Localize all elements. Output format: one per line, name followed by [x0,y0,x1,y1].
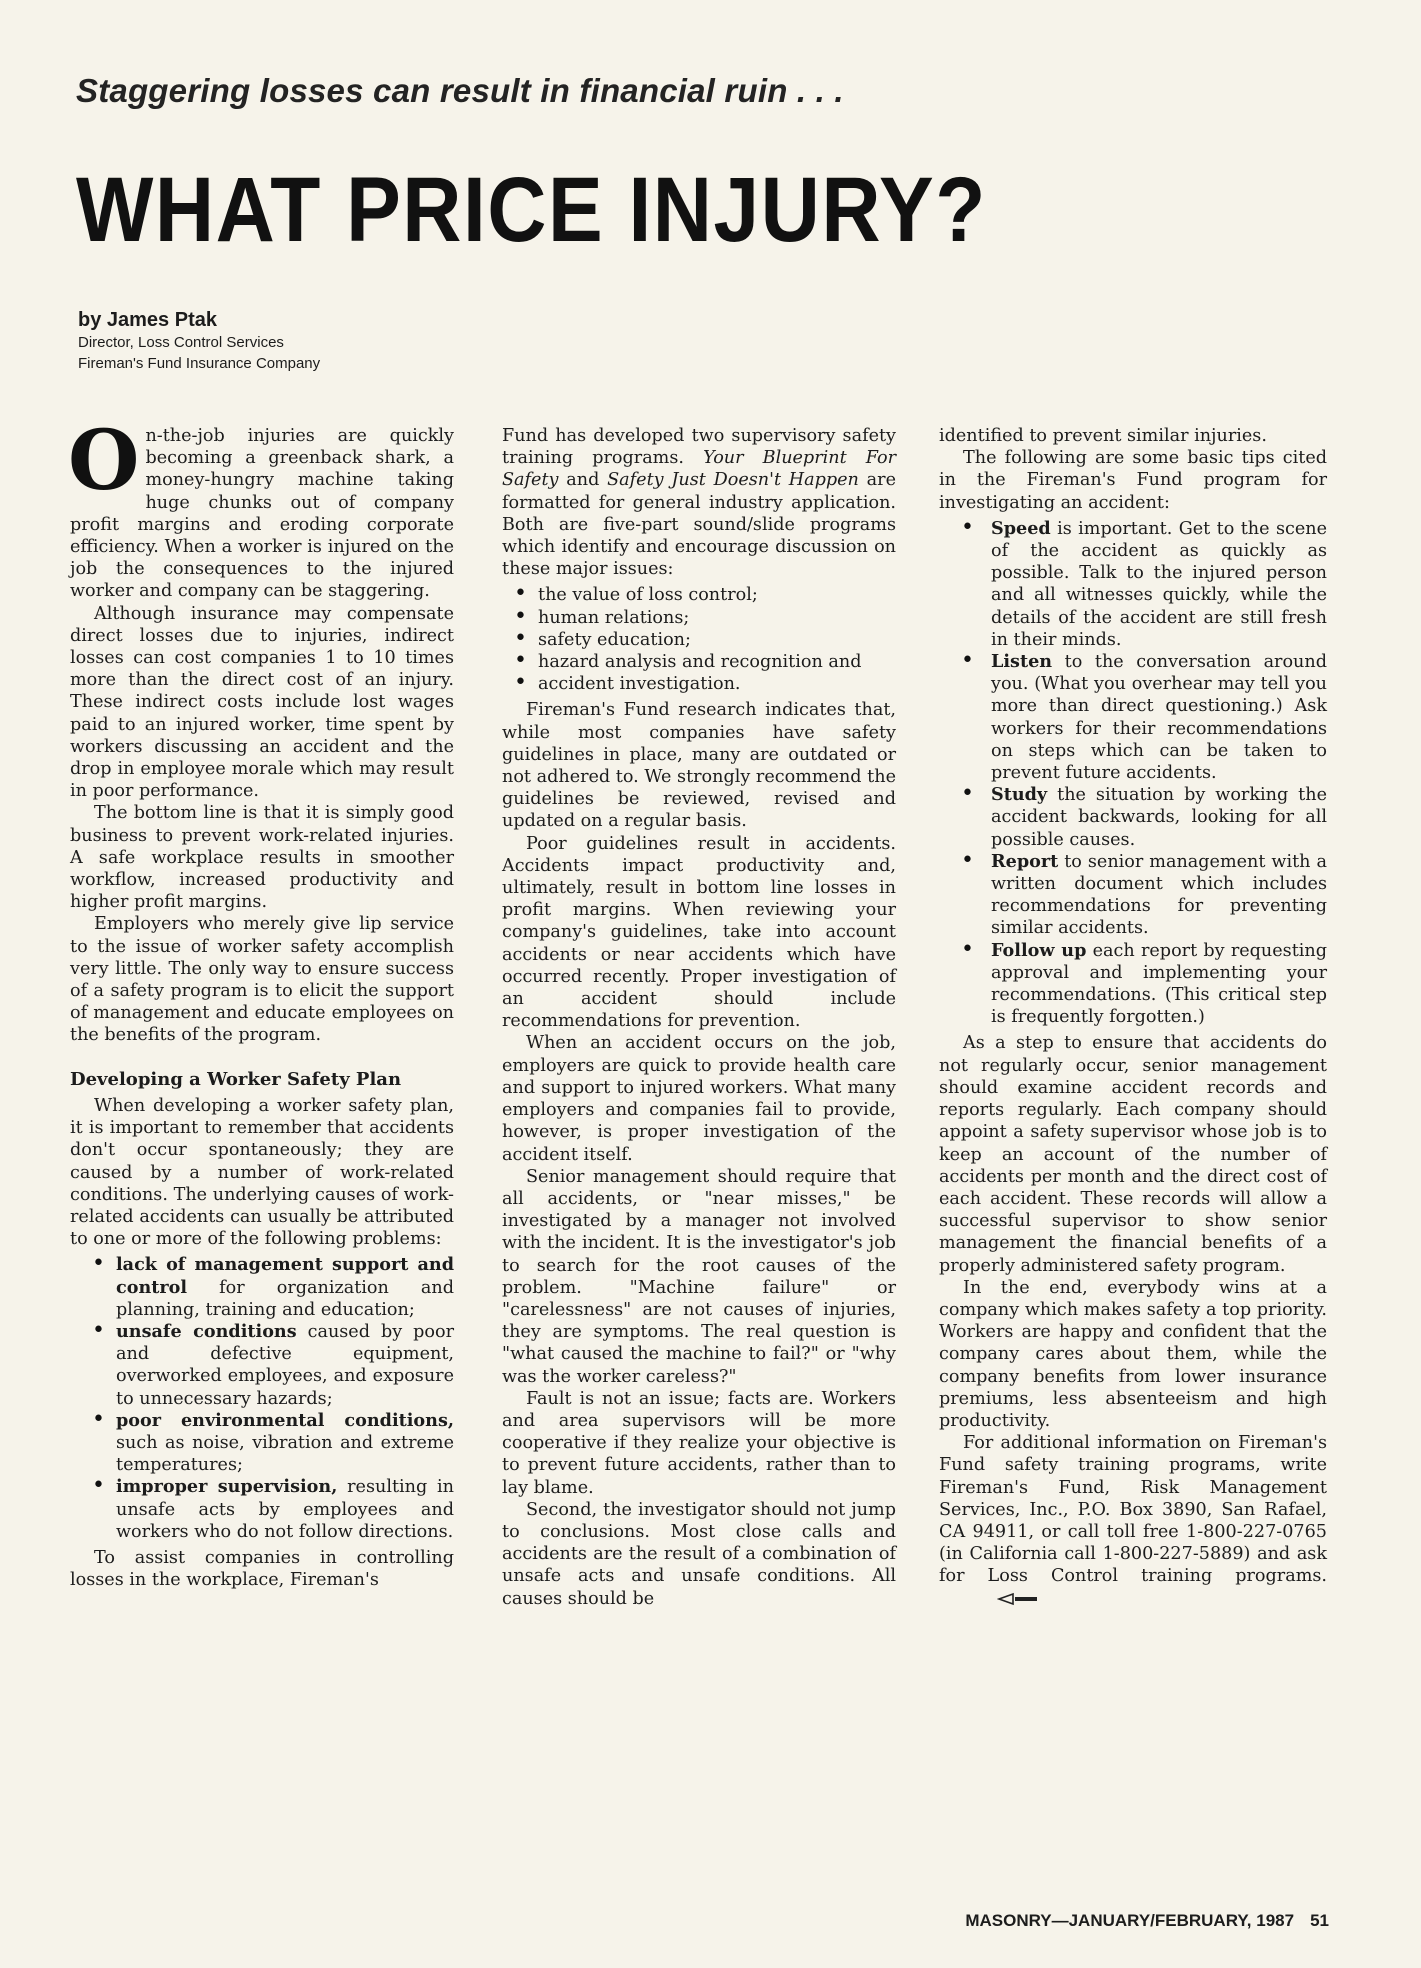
byline [78,309,320,374]
list-item: • poor environmental conditions, such as noise, vibration and extreme temperatures; [70,1410,454,1477]
column-1 [68,413,454,1591]
list-item: • hazard analysis and recognition and [502,651,896,673]
page-footer [965,1911,1329,1931]
author-title: Director, Loss Control Services [78,334,284,351]
paragraph: The bottom line is that it is simply good business to prevent work-related injuries. A safe workplace results in smoother workflow, increased productivity and higher profit margins. [70,803,454,913]
list-item: • Speed is important. Get to the scene of the accident as quickly as possible. Talk to the injured person and all witnesses quickly, while the details of the accident are still fresh in their minds. [939,518,1327,651]
drop-cap: O [68,413,140,509]
paragraph: For additional information on Fireman's Fund safety training programs, write Fireman's Fund, Risk Management Services, Inc., P.O. Box 3890, San Rafael, CA 94911, or call toll free 1-800-227-0765 (in California call 1-800-227-5889) and ask for Loss Control training programs. [939,1432,1327,1610]
end-mark-icon [997,1592,1039,1606]
list-item: • safety education; [502,629,896,651]
author-company: Fireman's Fund Insurance Company [78,355,321,372]
list-item: • unsafe conditions caused by poor and defective equipment, overworked employees, and exposure to unnecessary hazards; [70,1321,454,1410]
paragraph: Second, the investigator should not jump to conclusions. Most close calls and accidents are the result of a combination of unsafe acts and unsafe conditions. All causes should be [502,1499,896,1609]
paragraph: Although insurance may compensate direct losses due to injuries, indirect losses can cost companies 1 to 10 times more than the direct cost of an injury. These indirect costs include lost wages paid to an injured worker, time spent by workers discussing an accident and the drop in employee morale which may result in poor performance. [70,603,454,802]
program-title: Safety Just Doesn't Happen [607,470,859,491]
column-2 [502,425,896,1610]
paragraph: On-the-job injuries are quickly becoming a greenback shark, a money-hungry machine taking huge chunks out of company profit margins and eroding corporate efficiency. When a worker is injured on the job the consequences to the injured worker and company can be staggering. [68,413,454,602]
paragraph: Senior management should require that all accidents, or "near misses," be investigated by a manager not involved with the incident. It is the investigator's job to search for the root causes of the problem. "Machine failure" or "carelessness" are not causes of injuries, they are symptoms. The real question is "what caused the machine to fail?" or "why was the worker careless?" [502,1166,896,1387]
list-item: • Report to senior management with a written document which includes recommendations for preventing similar accidents. [939,851,1327,940]
list-item: • improper supervision, resulting in unsafe acts by employees and workers who do not follow directions. [70,1476,454,1543]
list-item: • Listen to the conversation around you. (What you overhear may tell you more than direct questioning.) Ask workers for their recommendations on steps which can be taken to prevent future accidents. [939,651,1327,784]
headline: WHAT PRICE INJURY? [76,159,987,262]
paragraph: Fault is not an issue; facts are. Workers and area supervisors will be more cooperative if they realize your objective is to prevent future accidents, rather than to lay blame. [502,1388,896,1498]
list-item: • Study the situation by working the accident backwards, looking for all possible causes. [939,784,1327,851]
list-item: • the value of loss control; [502,584,896,606]
paragraph: Fireman's Fund research indicates that, while most companies have safety guidelines in place, many are outdated or not adhered to. We strongly recommend the guidelines be reviewed, revised and updated on a regular basis. [502,700,896,832]
list-item: • lack of management support and control for organization and planning, training and education; [70,1254,454,1321]
paragraph: As a step to ensure that accidents do not regularly occur, senior management should examine accident records and reports regularly. Each company should appoint a safety supervisor whose job is to keep an account of the number of accidents per month and the direct cost of each accident. These records will allow a successful supervisor to show senior management the financial benefits of a properly administered safety program. [939,1033,1327,1276]
kicker: Staggering losses can result in financial ruin . . . [76,72,844,109]
paragraph: Fund has developed two supervisory safety training programs. Your Blueprint For Safety and Safety Just Doesn't Happen are formatted for general industry application. Both are five-part sound/slide programs which identify and encourage discussion on these major issues: [502,426,896,580]
problems-list [70,1254,454,1543]
program-title: Your Blueprint For Safety [502,448,896,491]
issues-list [502,584,896,695]
author-name: by James Ptak [78,309,217,331]
paragraph: In the end, everybody wins at a company which makes safety a top priority. Workers are happy and confident that the company cares about them, while the company benefits from lower insurance premiums, less absenteeism and high productivity. [939,1277,1327,1431]
paragraph: To assist companies in controlling losses in the workplace, Fireman's [70,1547,454,1591]
paragraph: identified to prevent similar injuries. [939,426,1267,446]
tips-list [939,518,1327,1029]
publication-info: MASONRY—JANUARY/FEBRUARY, 1987 [965,1911,1295,1930]
column-3 [939,425,1327,1610]
page-number: 51 [1310,1911,1329,1930]
paragraph: Poor guidelines result in accidents. Accidents impact productivity and, ultimately, result in bottom line losses in profit margins. When reviewing your company's guidelines, take into account accidents or near accidents which have occurred recently. Proper investigation of an accident should include recommendations for prevention. [502,833,896,1032]
paragraph: When an accident occurs on the job, employers are quick to provide health care and support to injured workers. What many employers and companies fail to provide, however, is proper investigation of the accident itself. [502,1033,896,1165]
paragraph: Employers who merely give lip service to the issue of worker safety accomplish very little. The only way to ensure success of a safety program is to elicit the support of management and educate employees on the benefits of the program. [70,914,454,1046]
list-item: • Follow up each report by requesting approval and implementing your recommendations. (This critical step is frequently forgotten.) [939,940,1327,1029]
list-item: • accident investigation. [502,673,896,695]
paragraph: When developing a worker safety plan, it is important to remember that accidents don't occur spontaneously; they are caused by a number of work-related conditions. The underlying causes of work-related accidents can usually be attributed to one or more of the following problems: [70,1095,454,1250]
section-heading: Developing a Worker Safety Plan [70,1068,402,1090]
list-item: • human relations; [502,607,896,629]
paragraph: The following are some basic tips cited in the Fireman's Fund program for investigating an accident: [939,448,1327,513]
